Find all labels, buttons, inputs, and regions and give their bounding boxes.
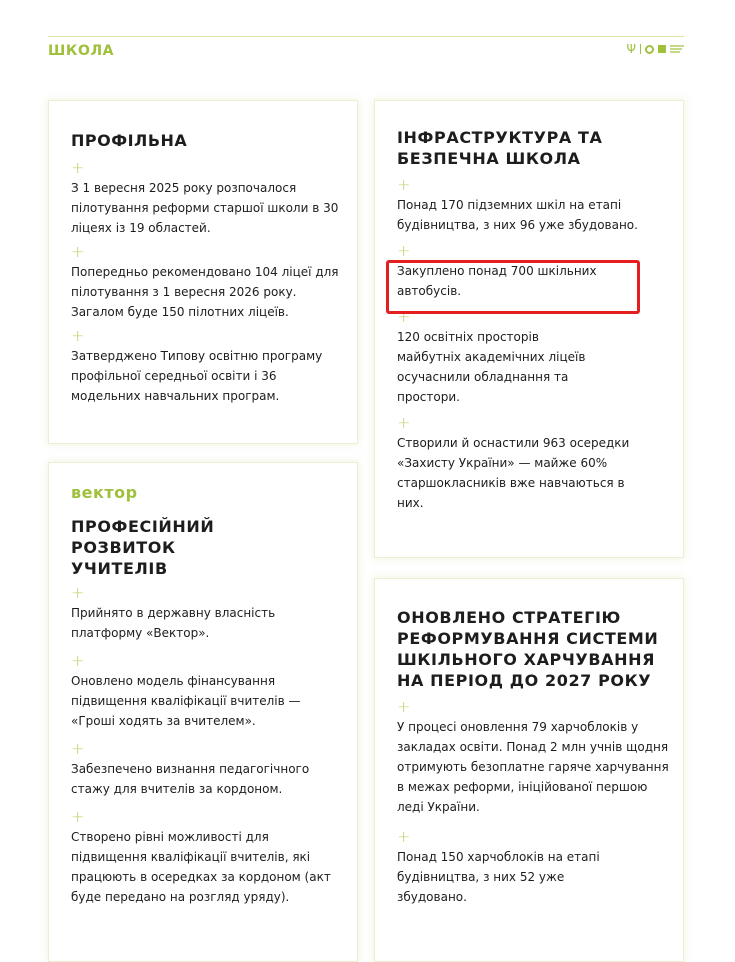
plus-icon: +: [71, 807, 85, 826]
square-icon: [658, 45, 666, 53]
trident-icon: Ψ: [626, 42, 636, 56]
card-title: ПРОФЕСІЙНИЙ РОЗВИТОК УЧИТЕЛІВ: [71, 517, 215, 578]
list-item: Забезпечено визнання педагогічного стажу для вчителів за кордоном.: [71, 762, 310, 796]
plus-icon: +: [397, 827, 411, 846]
plus-icon: +: [71, 739, 85, 758]
circle-icon: [645, 45, 654, 54]
list-item: Понад 150 харчоблоків на етапі будівництва, з них 52 уже збудовано.: [397, 850, 600, 904]
list-item: Затверджено Типову освітню програму профільної середньої освіти і 36 модельних навчальних програм.: [71, 349, 323, 403]
list-item: Понад 170 підземних шкіл на етапі будівництва, з них 96 уже збудовано.: [397, 198, 638, 232]
list-item-highlighted: Закуплено понад 700 шкільних автобусів.: [397, 264, 597, 298]
list-item: Створили й оснастили 963 осередки «Захисту України» — майже 60% старшокласників вже навчаються в них.: [397, 436, 630, 510]
plus-icon: +: [397, 241, 411, 260]
highlight-box: [386, 260, 640, 314]
plus-icon: +: [71, 583, 85, 602]
list-item: Створено рівні можливості для підвищення кваліфікації вчителів, які працюють в осередках за кордоном (акт буде передано на розгляд уряду).: [71, 830, 331, 904]
vector-logo: вектор: [71, 483, 138, 502]
plus-icon: +: [71, 651, 85, 670]
logo-divider: [640, 44, 641, 54]
section-title: ШКОЛА: [48, 43, 115, 59]
ministry-logo: [627, 43, 684, 55]
card-infrastructure: [374, 100, 684, 558]
card-school-nutrition: [374, 578, 684, 962]
card-title: ІНФРАСТРУКТУРА ТА БЕЗПЕЧНА ШКОЛА: [397, 128, 603, 168]
card-profile-school: [48, 100, 358, 444]
plus-icon: +: [397, 697, 411, 716]
list-item: Прийнято в державну власність платформу «Вектор».: [71, 606, 276, 640]
list-item: 120 освітніх просторів майбутніх академічних ліцеїв осучаснили обладнання та простори.: [397, 330, 586, 404]
section-header: [48, 36, 684, 59]
plus-icon: +: [397, 413, 411, 432]
list-item: З 1 вересня 2025 року розпочалося пілотування реформи старшої школи в 30 ліцеях із 19 областей.: [71, 181, 339, 235]
logo-lines-icon: [670, 45, 684, 53]
plus-icon: +: [71, 158, 85, 177]
plus-icon: +: [71, 242, 85, 261]
list-item: Оновлено модель фінансування підвищення кваліфікації вчителів — «Гроші ходять за вчителем».: [71, 674, 301, 728]
plus-icon: +: [71, 326, 85, 345]
card-title: ОНОВЛЕНО СТРАТЕГІЮ РЕФОРМУВАННЯ СИСТЕМИ ШКІЛЬНОГО ХАРЧУВАННЯ НА ПЕРІОД ДО 2027 РОКУ: [397, 608, 659, 690]
list-item: У процесі оновлення 79 харчоблоків у закладах освіти. Понад 2 млн учнів щодня отримують безоплатне гаряче харчування в межах реформи, ініційованої першою леді України.: [397, 720, 669, 814]
plus-icon: +: [397, 307, 411, 326]
profile-logo: ПРОФІЛЬНА: [71, 131, 188, 150]
list-item: Попередньо рекомендовано 104 ліцеї для пілотування з 1 вересня 2026 року. Загалом буде 150 пілотних ліцеїв.: [71, 265, 339, 319]
card-teacher-development: [48, 462, 358, 962]
plus-icon: +: [397, 175, 411, 194]
